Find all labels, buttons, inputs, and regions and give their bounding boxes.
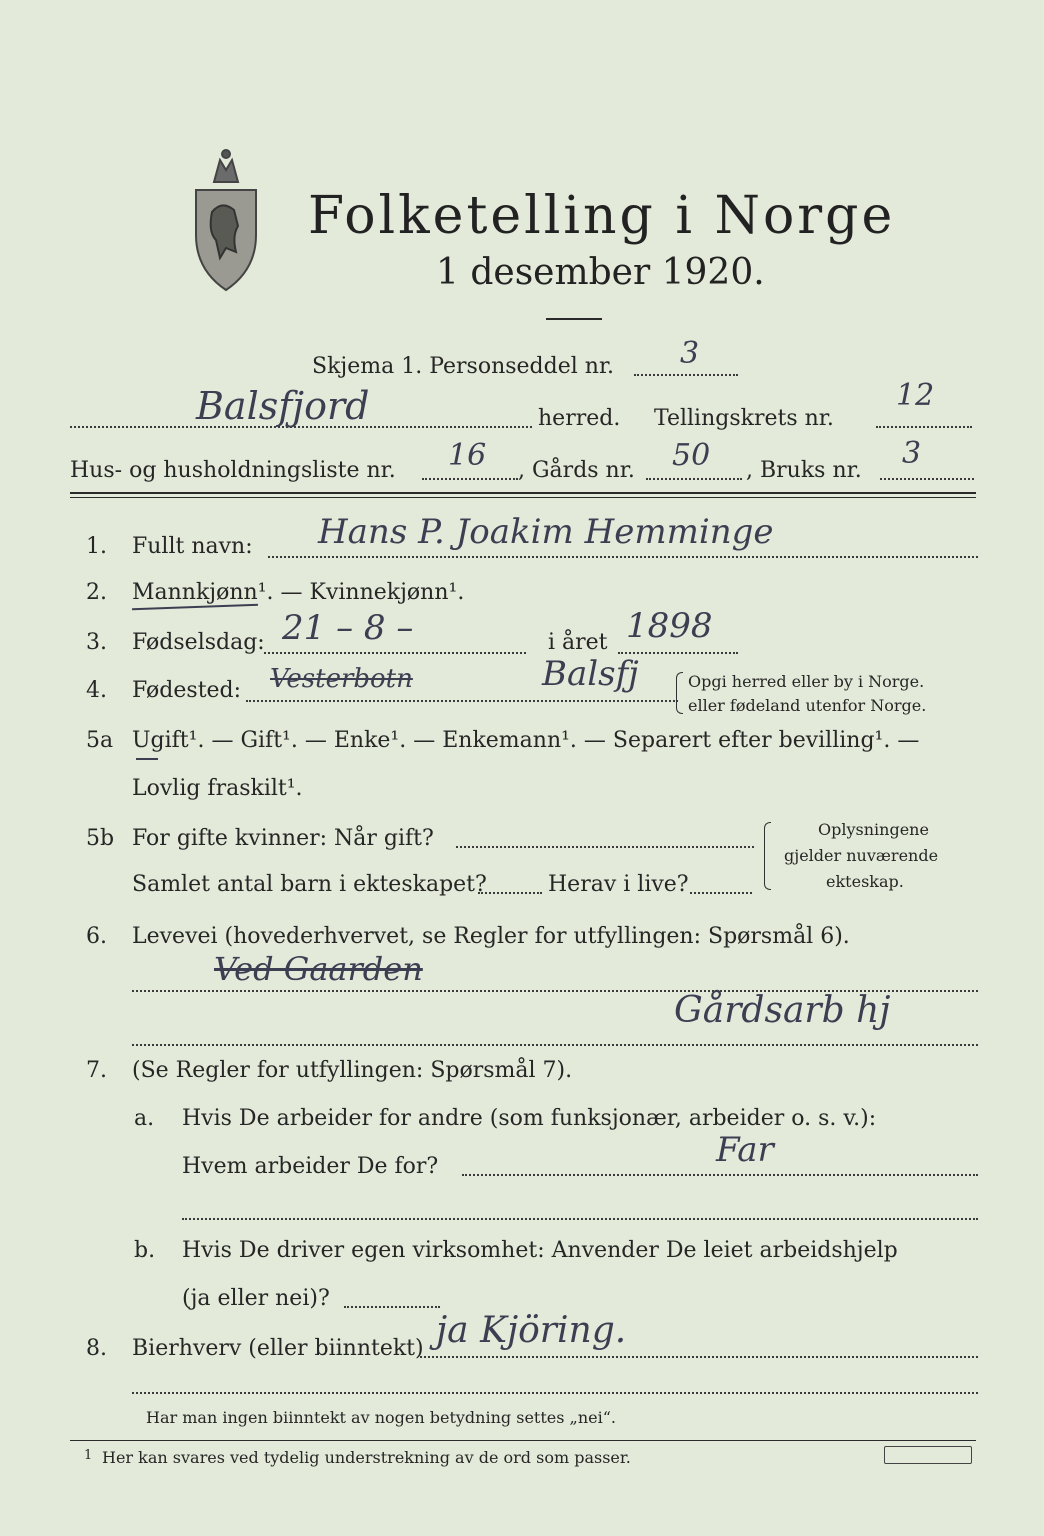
q7b-label-2: (ja eller nei)?	[182, 1286, 330, 1311]
skjema-label: Skjema 1. Personseddel nr.	[312, 354, 615, 379]
q7a-value: Far	[716, 1130, 774, 1170]
q8-field-2	[132, 1392, 978, 1394]
q7a-letter: a.	[134, 1106, 155, 1131]
q8-number: 8.	[86, 1336, 107, 1361]
skjema-value: 3	[680, 336, 700, 371]
q6-field-2	[132, 1044, 978, 1046]
q4-note-2: eller fødeland utenfor Norge.	[688, 696, 927, 715]
q5b-note-2: gjelder nuværende	[784, 846, 939, 865]
footer-note: Har man ingen biinntekt av nogen betydning settes „nei“.	[146, 1408, 616, 1427]
q5a-mark	[136, 758, 158, 760]
q1-label: Fullt navn:	[132, 534, 253, 559]
q5b-label-2: Samlet antal barn i ekteskapet?	[132, 872, 487, 897]
hus-label: Hus- og husholdningsliste nr.	[70, 458, 396, 483]
tellingskrets-value: 12	[896, 378, 935, 413]
coat-of-arms-icon	[186, 140, 266, 295]
q3-field	[264, 652, 526, 654]
q8-field	[420, 1356, 978, 1358]
bruks-value: 3	[902, 436, 922, 471]
q6-value: Gårdsarb hj	[674, 990, 891, 1031]
q3-value: 21 – 8 –	[282, 608, 414, 648]
q5a-number: 5a	[86, 728, 114, 753]
q4-field	[246, 700, 678, 702]
footnote-mark: 1	[84, 1448, 93, 1463]
q2-number: 2.	[86, 580, 107, 605]
q4-number: 4.	[86, 678, 107, 703]
herred-label: herred.	[538, 406, 621, 431]
form-title: Folketelling i Norge	[308, 186, 896, 246]
q5b-note-3: ekteskap.	[826, 872, 904, 891]
q7a-field	[462, 1174, 978, 1176]
header-divider-1	[70, 492, 976, 494]
q4-note-1: Opgi herred eller by i Norge.	[688, 672, 925, 691]
q1-field	[268, 556, 978, 558]
tellingskrets-field	[876, 426, 972, 428]
q3-label: Fødselsdag:	[132, 630, 265, 655]
bruks-label: , Bruks nr.	[746, 458, 862, 483]
tellingskrets-label: Tellingskrets nr.	[654, 406, 834, 431]
header-divider-2	[70, 497, 976, 498]
q5a-label: Ugift¹. — Gift¹. — Enke¹. — Enkemann¹. — Separert efter bevilling¹. —	[132, 728, 920, 753]
q5b-number: 5b	[86, 826, 115, 851]
q6-number: 6.	[86, 924, 107, 949]
q7a-label: Hvis De arbeider for andre (som funksjonær, arbeider o. s. v.):	[182, 1106, 877, 1131]
q6-label: Levevei (hovederhvervet, se Regler for utfyllingen: Spørsmål 6).	[132, 924, 850, 949]
printer-stamp-icon	[884, 1446, 972, 1464]
form-date: 1 desember 1920.	[436, 252, 765, 293]
q5b-note-1: Oplysningene	[818, 820, 929, 839]
q1-number: 1.	[86, 534, 107, 559]
gards-value: 50	[672, 438, 711, 473]
q3-number: 3.	[86, 630, 107, 655]
hus-value: 16	[448, 438, 487, 473]
q8-value: ja Kjöring.	[436, 1310, 627, 1351]
q4-label: Fødested:	[132, 678, 242, 703]
q4-value: Balsfj	[542, 654, 639, 694]
q6-struck-value: Ved Gaarden	[214, 950, 423, 988]
q5b-label-3: Herav i live?	[548, 872, 689, 897]
title-divider	[546, 318, 602, 320]
q5a-label-2: Lovlig fraskilt¹.	[132, 776, 303, 801]
skjema-field	[634, 374, 738, 376]
q5b-live-field	[690, 892, 752, 894]
q5b-barn-field	[478, 892, 542, 894]
hus-field	[422, 478, 518, 480]
q7b-label: Hvis De driver egen virksomhet: Anvender De leiet arbeidshjelp	[182, 1238, 898, 1263]
herred-value: Balsfjord	[196, 384, 370, 428]
bruks-field	[880, 478, 974, 480]
gards-field	[646, 478, 742, 480]
q8-label: Bierhverv (eller biinntekt)	[132, 1336, 424, 1361]
gards-label: , Gårds nr.	[518, 458, 635, 483]
q1-value: Hans P. Joakim Hemminge	[318, 512, 774, 552]
q7-label: (Se Regler for utfyllingen: Spørsmål 7).	[132, 1058, 573, 1083]
q7b-letter: b.	[134, 1238, 156, 1263]
q7-number: 7.	[86, 1058, 107, 1083]
q5b-label: For gifte kvinner: Når gift?	[132, 826, 434, 851]
q3-year-value: 1898	[626, 606, 713, 646]
footnote-divider	[70, 1440, 976, 1441]
q4-struck-value: Vesterbotn	[270, 664, 413, 694]
q4-note-bracket	[676, 672, 683, 714]
q7b-field	[344, 1306, 440, 1308]
q3-year-label: i året	[548, 630, 608, 655]
q7a-field-2	[182, 1218, 978, 1220]
footnote-text: Her kan svares ved tydelig understrekning av de ord som passer.	[102, 1448, 631, 1467]
q7a-label-2: Hvem arbeider De for?	[182, 1154, 439, 1179]
q2-label: Mannkjønn¹. — Kvinnekjønn¹.	[132, 580, 465, 605]
q5b-gift-field	[456, 846, 754, 848]
q5b-note-bracket	[764, 822, 771, 890]
